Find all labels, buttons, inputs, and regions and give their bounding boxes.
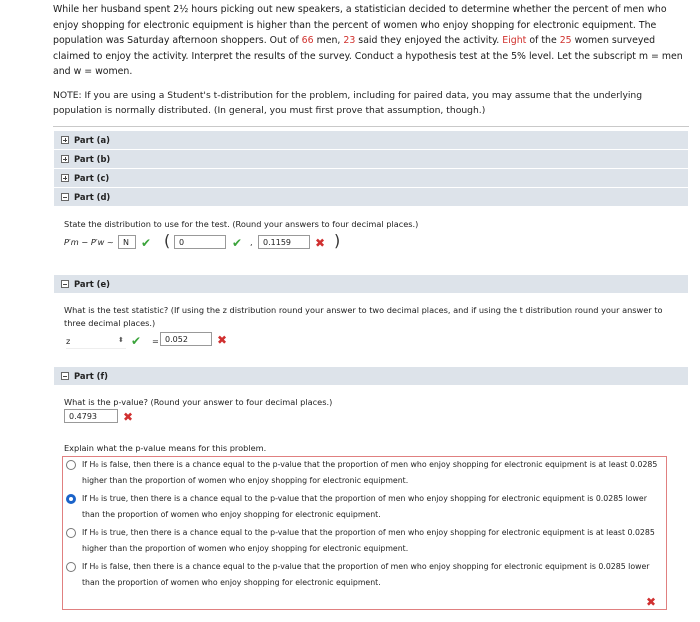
part-d-question: State the distribution to use for the test. (Round your answers to four decimal places.) [64, 219, 419, 229]
cross-icon: ✖ [646, 595, 657, 609]
men-successes: 23 [343, 35, 356, 47]
sd-input[interactable]: 0.1159 [258, 235, 310, 249]
problem-statement [53, 2, 693, 80]
divider [53, 126, 689, 127]
part-e-header[interactable] [54, 275, 688, 294]
part-label: Part (d) [74, 192, 111, 202]
problem-text: men, [313, 35, 344, 47]
men-sample-size: 66 [301, 35, 314, 47]
cross-icon: ✖ [315, 236, 326, 250]
part-c-header[interactable] [54, 169, 688, 188]
note-text: NOTE: If you are using a Student's t-distribution for the problem, including for paired data, you may assume that the underlying population is normally distributed. (In general, you must first prove that assumption, though.) [53, 90, 643, 116]
radio-button-selected[interactable] [66, 494, 76, 504]
problem-text: While her husband spent 2½ hours picking out new speakers, a statistician decided to determine whether the percent of men who enjoy shopping for electronic equipment is higher than the percent of women who enjoy shopping for electronic equipment. The population was Saturday afternoon shoppers. Out of [53, 4, 667, 47]
collapse-icon[interactable] [61, 372, 69, 380]
close-paren: ) [334, 231, 341, 250]
option-text: If H₀ is true, then there is a chance equal to the p-value that the proportion of men who enjoy shopping for electronic equipment is 0.0285 lower than the proportion of women who enjoy shopping for electronic equipment. [82, 494, 647, 519]
part-f-header[interactable] [54, 367, 688, 386]
explain-prompt: Explain what the p-value means for this problem. [64, 443, 267, 453]
expand-icon[interactable] [61, 136, 69, 144]
women-successes: Eight [502, 35, 527, 47]
collapse-icon[interactable] [61, 280, 69, 288]
part-b-header[interactable] [54, 150, 688, 169]
radio-button[interactable] [66, 562, 76, 572]
part-label: Part (c) [74, 173, 110, 183]
comma: , [250, 237, 253, 247]
part-a-header[interactable] [54, 131, 688, 150]
mean-input[interactable]: 0 [174, 235, 226, 249]
radio-button[interactable] [66, 460, 76, 470]
option-4[interactable] [66, 559, 662, 591]
open-paren: ( [164, 231, 171, 250]
problem-text: women surveyed claimed to enjoy the activity. Interpret the results of the survey. Conduct a hypothesis test at the 5% level. Let the subscript m = men and w = women. [53, 35, 683, 78]
p-value-input[interactable]: 0.4793 [64, 409, 118, 423]
check-icon: ✔ [141, 236, 152, 250]
part-label: Part (a) [74, 135, 110, 145]
part-label: Part (b) [74, 154, 111, 164]
option-2[interactable] [66, 491, 662, 523]
radio-button[interactable] [66, 528, 76, 538]
option-text: If H₀ is false, then there is a chance equal to the p-value that the proportion of men who enjoy shopping for electronic equipment is 0.0285 lower than the proportion of women who enjoy shopping for electronic equipment. [82, 562, 650, 587]
cross-icon: ✖ [217, 333, 228, 347]
check-icon: ✔ [131, 334, 142, 348]
distribution-label: P′m − P′w ~ [64, 237, 114, 247]
expand-icon[interactable] [61, 155, 69, 163]
option-text: If H₀ is false, then there is a chance equal to the p-value that the proportion of men who enjoy shopping for electronic equipment is at least 0.0285 higher than the proportion of women who enjoy shopping for electronic equipment. [82, 460, 658, 485]
collapse-icon[interactable] [61, 193, 69, 201]
part-d-header[interactable] [54, 188, 688, 207]
part-label: Part (f) [74, 371, 108, 381]
part-e-question: What is the test statistic? (If using the z distribution round your answer to two decimal places, and if using the t distribution round your answer to three decimal places.) [64, 305, 663, 328]
women-sample-size: 25 [559, 35, 572, 47]
check-icon: ✔ [232, 236, 243, 250]
problem-text: said they enjoyed the activity. [355, 35, 503, 47]
expand-icon[interactable] [61, 174, 69, 182]
option-text: If H₀ is true, then there is a chance equal to the p-value that the proportion of men who enjoy shopping for electronic equipment is at least 0.0285 higher than the proportion of women who enjoy shopping for electronic equipment. [82, 528, 655, 553]
cross-icon: ✖ [123, 410, 134, 424]
part-f-question: What is the p-value? (Round your answer to four decimal places.) [64, 397, 333, 407]
problem-text: of the [526, 35, 560, 47]
option-1[interactable] [66, 457, 662, 489]
stepper-icon[interactable]: ⬍ [118, 336, 124, 344]
test-statistic-input[interactable]: 0.052 [160, 332, 212, 346]
stat-type-select[interactable]: z [66, 336, 126, 349]
option-3[interactable] [66, 525, 662, 557]
distribution-select[interactable]: N [118, 235, 136, 249]
equals-sign: = [152, 336, 159, 346]
part-label: Part (e) [74, 279, 110, 289]
